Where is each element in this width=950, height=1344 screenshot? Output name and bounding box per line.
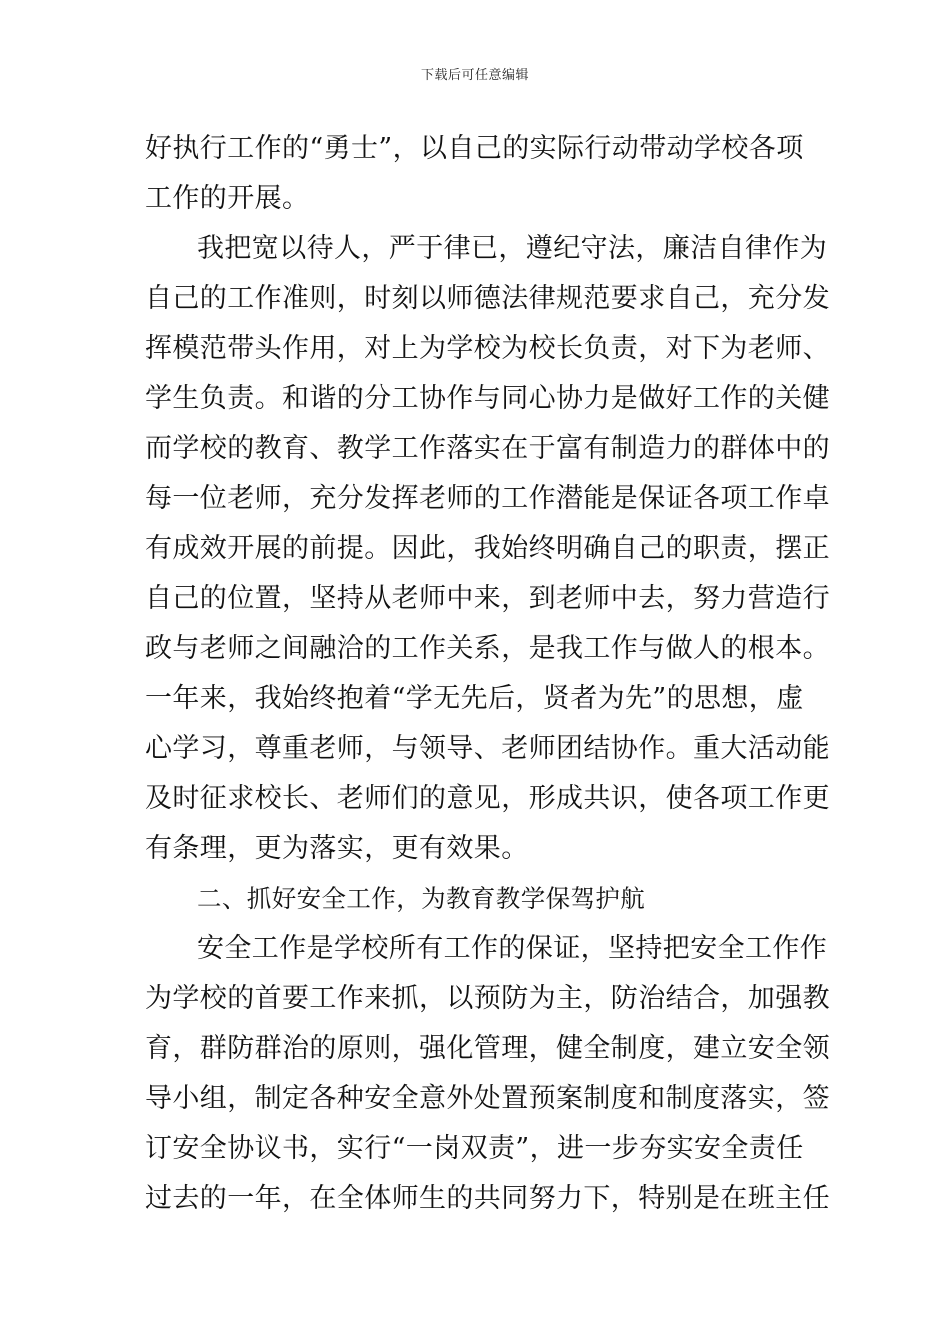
text-line: 订安全协议书，实行“一岗双责”，进一步夯实安全责任 — [145, 1133, 804, 1164]
text-line: 工作的开展。 — [145, 183, 310, 214]
text-line: 过去的一年，在全体师生的共同努力下，特别是在班主任 — [145, 1183, 830, 1214]
text-line: 学生负责。和谐的分工协作与同心协力是做好工作的关健 — [145, 383, 830, 414]
text-line: 一年来，我始终抱着“学无先后，贤者为先”的思想，虚 — [145, 683, 804, 714]
text-line: 而学校的教育、教学工作落实在于富有制造力的群体中的 — [145, 433, 830, 464]
text-line: 政与老师之间融洽的工作关系，是我工作与做人的根本。 — [145, 633, 830, 664]
text-line: 安全工作是学校所有工作的保证，坚持把安全工作作 — [197, 933, 828, 964]
text-line: 为学校的首要工作来抓，以预防为主，防治结合，加强教 — [145, 983, 830, 1014]
text-line: 心学习，尊重老师，与领导、老师团结协作。重大活动能 — [145, 733, 830, 764]
text-line: 我把宽以待人，严于律已，遵纪守法，廉洁自律作为 — [197, 233, 828, 264]
text-line: 有成效开展的前提。因此，我始终明确自己的职责，摆正 — [145, 533, 830, 564]
page-header: 下载后可任意编辑 — [420, 68, 529, 83]
text-line: 导小组，制定各种安全意外处置预案制度和制度落实，签 — [145, 1083, 830, 1114]
text-line: 有条理，更为落实，更有效果。 — [145, 833, 529, 864]
document-body — [145, 124, 830, 1224]
text-line: 挥模范带头作用，对上为学校为校长负责，对下为老师、 — [145, 333, 830, 364]
text-line: 好执行工作的“勇士”，以自己的实际行动带动学校各项 — [145, 133, 804, 164]
section-heading: 二、抓好安全工作，为教育教学保驾护航 — [197, 884, 646, 913]
text-line: 每一位老师，充分发挥老师的工作潜能是保证各项工作卓 — [145, 483, 830, 514]
text-line: 自己的工作准则，时刻以师德法律规范要求自己，充分发 — [145, 283, 830, 314]
text-line: 自己的位置，坚持从老师中来，到老师中去，努力营造行 — [145, 583, 830, 614]
text-line: 及时征求校长、老师们的意见，形成共识，使各项工作更 — [145, 783, 830, 814]
text-line: 育，群防群治的原则，强化管理，健全制度，建立安全领 — [145, 1033, 830, 1064]
